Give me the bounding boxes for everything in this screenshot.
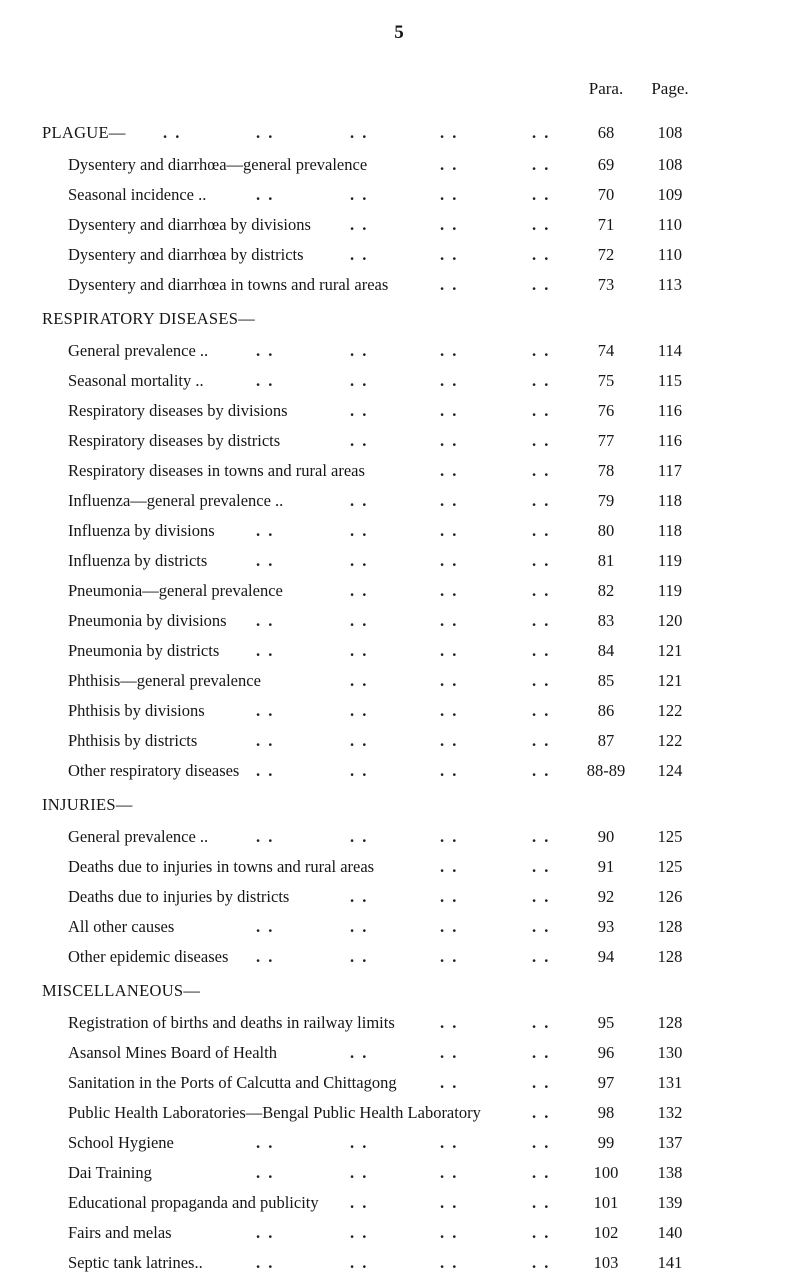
leader-dots: . . xyxy=(440,341,459,360)
leader-dots: . . xyxy=(256,1253,275,1272)
leader-dots: . . xyxy=(350,1223,369,1242)
toc-entry xyxy=(0,486,800,516)
para-number: 72 xyxy=(597,245,615,264)
page-reference: 114 xyxy=(657,341,683,360)
entry-label: Deaths due to injuries by districts xyxy=(68,887,290,906)
leader-dots: . . xyxy=(532,1073,551,1092)
para-number: 95 xyxy=(597,1013,615,1032)
leader-dots: . . xyxy=(256,1133,275,1152)
toc-entry xyxy=(0,852,800,882)
para-number: 94 xyxy=(597,947,615,966)
toc-entry xyxy=(0,576,800,606)
leader-dots: . . xyxy=(256,551,275,570)
toc-entry xyxy=(0,150,800,180)
leader-dots: . . xyxy=(256,185,275,204)
leader-dots: . . xyxy=(440,1073,459,1092)
toc-entry xyxy=(0,426,800,456)
leader-dots: . . xyxy=(256,731,275,750)
leader-dots: . . xyxy=(350,887,369,906)
leader-dots: . . xyxy=(440,1253,459,1272)
leader-dots: . . xyxy=(440,1043,459,1062)
para-number: 78 xyxy=(597,461,615,480)
leader-dots: . . xyxy=(532,185,551,204)
leader-dots: . . xyxy=(532,1043,551,1062)
para-number: 70 xyxy=(597,185,615,204)
entry-label: Phthisis—general prevalence xyxy=(68,671,261,690)
para-number: 92 xyxy=(597,887,615,906)
para-number: 76 xyxy=(597,401,615,420)
leader-dots: . . xyxy=(350,761,369,780)
leader-dots: . . xyxy=(350,917,369,936)
leader-dots: . . xyxy=(350,431,369,450)
leader-dots: . . xyxy=(532,401,551,420)
toc-entry xyxy=(0,1008,800,1038)
leader-dots: . . xyxy=(532,947,551,966)
toc-entry xyxy=(0,396,800,426)
toc-entry xyxy=(0,756,800,786)
page-reference: 121 xyxy=(657,671,683,690)
leader-dots: . . xyxy=(256,123,275,142)
entry-label: Other epidemic diseases xyxy=(68,947,229,966)
page-column-header: Page. xyxy=(651,79,689,98)
section-heading-label: INJURIES— xyxy=(42,795,133,814)
leader-dots: . . xyxy=(532,245,551,264)
leader-dots: . . xyxy=(440,123,459,142)
leader-dots: . . xyxy=(256,1163,275,1182)
entry-label: Other respiratory diseases xyxy=(68,761,240,780)
toc-entry xyxy=(0,210,800,240)
page-reference: 138 xyxy=(657,1163,683,1182)
leader-dots: . . xyxy=(440,491,459,510)
toc-entry xyxy=(0,882,800,912)
leader-dots: . . xyxy=(532,671,551,690)
toc-entry xyxy=(0,1248,800,1278)
para-number: 74 xyxy=(597,341,615,360)
leader-dots: . . xyxy=(350,371,369,390)
section-heading-label: MISCELLANEOUS— xyxy=(42,981,201,1000)
entry-label: Respiratory diseases by divisions xyxy=(68,401,288,420)
para-number: 97 xyxy=(597,1073,615,1092)
leader-dots: . . xyxy=(440,245,459,264)
page-reference: 108 xyxy=(657,155,683,174)
toc-entry xyxy=(0,180,800,210)
leader-dots: . . xyxy=(532,275,551,294)
leader-dots: . . xyxy=(256,917,275,936)
leader-dots: . . xyxy=(440,701,459,720)
leader-dots: . . xyxy=(440,1133,459,1152)
leader-dots: . . xyxy=(350,731,369,750)
section-heading-label: PLAGUE— xyxy=(42,123,126,142)
leader-dots: . . xyxy=(440,1193,459,1212)
leader-dots: . . xyxy=(532,215,551,234)
leader-dots: . . xyxy=(532,155,551,174)
para-number: 98 xyxy=(597,1103,615,1122)
toc-entry xyxy=(0,666,800,696)
page-reference: 117 xyxy=(657,461,683,480)
leader-dots: . . xyxy=(440,827,459,846)
page-reference: 122 xyxy=(657,731,683,750)
entry-label: Pneumonia—general prevalence xyxy=(68,581,283,600)
page-reference: 122 xyxy=(657,701,683,720)
leader-dots: . . xyxy=(532,123,551,142)
para-number: 73 xyxy=(597,275,615,294)
para-number: 96 xyxy=(597,1043,615,1062)
para-number: 68 xyxy=(597,123,615,142)
leader-dots: . . xyxy=(440,761,459,780)
para-number: 77 xyxy=(597,431,615,450)
leader-dots: . . xyxy=(440,581,459,600)
para-number: 102 xyxy=(593,1223,619,1242)
leader-dots: . . xyxy=(440,947,459,966)
toc-entry xyxy=(0,336,800,366)
para-number: 71 xyxy=(597,215,615,234)
para-number: 84 xyxy=(597,641,615,660)
leader-dots: . . xyxy=(532,701,551,720)
leader-dots: . . xyxy=(440,857,459,876)
leader-dots: . . xyxy=(532,341,551,360)
leader-dots: . . xyxy=(532,491,551,510)
leader-dots: . . xyxy=(440,215,459,234)
para-number: 82 xyxy=(597,581,615,600)
section-heading-label: RESPIRATORY DISEASES— xyxy=(42,309,256,328)
entry-label: Dysentery and diarrhœa by divisions xyxy=(68,215,311,234)
page-reference: 110 xyxy=(657,215,683,234)
leader-dots: . . xyxy=(440,917,459,936)
leader-dots: . . xyxy=(532,1223,551,1242)
entry-label: Seasonal incidence .. xyxy=(68,185,207,204)
page-reference: 139 xyxy=(657,1193,683,1212)
entry-label: Dysentery and diarrhœa—general prevalence xyxy=(68,155,368,174)
entry-label: General prevalence .. xyxy=(68,827,209,846)
leader-dots: . . xyxy=(440,731,459,750)
toc-entry xyxy=(0,1038,800,1068)
entry-label: Pneumonia by districts xyxy=(68,641,220,660)
toc-entry xyxy=(0,696,800,726)
entry-label: Respiratory diseases by districts xyxy=(68,431,281,450)
leader-dots: . . xyxy=(350,611,369,630)
entry-label: All other causes xyxy=(68,917,175,936)
leader-dots: . . xyxy=(532,1253,551,1272)
leader-dots: . . xyxy=(256,521,275,540)
para-number: 69 xyxy=(597,155,615,174)
toc-entry xyxy=(0,270,800,300)
page-reference: 110 xyxy=(657,245,683,264)
leader-dots: . . xyxy=(532,641,551,660)
leader-dots: . . xyxy=(256,827,275,846)
leader-dots: . . xyxy=(440,521,459,540)
toc-entry xyxy=(0,912,800,942)
leader-dots: . . xyxy=(440,551,459,570)
leader-dots: . . xyxy=(350,1163,369,1182)
section-heading xyxy=(0,118,800,150)
page-reference: 130 xyxy=(657,1043,683,1062)
entry-label: Respiratory diseases in towns and rural areas xyxy=(68,461,365,480)
para-number: 79 xyxy=(597,491,615,510)
leader-dots: . . xyxy=(350,671,369,690)
entry-label: General prevalence .. xyxy=(68,341,209,360)
para-number: 100 xyxy=(593,1163,619,1182)
leader-dots: . . xyxy=(532,917,551,936)
para-number: 75 xyxy=(597,371,615,390)
leader-dots: . . xyxy=(350,551,369,570)
toc-entry xyxy=(0,1158,800,1188)
leader-dots: . . xyxy=(256,611,275,630)
leader-dots: . . xyxy=(350,215,369,234)
entry-label: Septic tank latrines.. xyxy=(68,1253,203,1272)
leader-dots: . . xyxy=(350,827,369,846)
para-number: 83 xyxy=(597,611,615,630)
leader-dots: . . xyxy=(440,641,459,660)
toc-entry xyxy=(0,606,800,636)
page-reference: 119 xyxy=(657,551,683,570)
page-reference: 116 xyxy=(657,401,683,420)
page-reference: 125 xyxy=(657,857,683,876)
leader-dots: . . xyxy=(440,401,459,420)
para-number: 99 xyxy=(597,1133,615,1152)
entry-label: Fairs and melas xyxy=(68,1223,172,1242)
entry-label: Influenza by districts xyxy=(68,551,208,570)
leader-dots: . . xyxy=(256,947,275,966)
entry-label: Pneumonia by divisions xyxy=(68,611,227,630)
page-reference: 124 xyxy=(657,761,683,780)
page-reference: 119 xyxy=(657,581,683,600)
leader-dots: . . xyxy=(532,431,551,450)
entry-label: Sanitation in the Ports of Calcutta and Chittagong xyxy=(68,1073,397,1092)
toc-entry xyxy=(0,942,800,972)
section-heading xyxy=(0,790,800,822)
toc-entry xyxy=(0,636,800,666)
entry-label: Dysentery and diarrhœa by districts xyxy=(68,245,304,264)
leader-dots: . . xyxy=(532,611,551,630)
leader-dots: . . xyxy=(350,701,369,720)
page-reference: 137 xyxy=(657,1133,683,1152)
leader-dots: . . xyxy=(350,341,369,360)
toc-entry xyxy=(0,240,800,270)
leader-dots: . . xyxy=(350,641,369,660)
section-heading xyxy=(0,976,800,1008)
leader-dots: . . xyxy=(532,1013,551,1032)
leader-dots: . . xyxy=(440,1013,459,1032)
leader-dots: . . xyxy=(256,701,275,720)
toc-entry xyxy=(0,1128,800,1158)
toc-entry xyxy=(0,456,800,486)
leader-dots: . . xyxy=(350,1253,369,1272)
para-number: 81 xyxy=(597,551,615,570)
leader-dots: . . xyxy=(256,761,275,780)
para-number: 103 xyxy=(593,1253,619,1272)
page-reference: 128 xyxy=(657,1013,683,1032)
leader-dots: . . xyxy=(532,371,551,390)
leader-dots: . . xyxy=(350,581,369,600)
leader-dots: . . xyxy=(532,857,551,876)
page-reference: 113 xyxy=(657,275,683,294)
para-number: 101 xyxy=(593,1193,619,1212)
toc-entry xyxy=(0,1188,800,1218)
leader-dots: . . xyxy=(440,431,459,450)
leader-dots: . . xyxy=(350,1193,369,1212)
leader-dots: . . xyxy=(440,1223,459,1242)
page-reference: 108 xyxy=(657,123,683,142)
entry-label: Seasonal mortality .. xyxy=(68,371,204,390)
page-reference: 132 xyxy=(657,1103,683,1122)
leader-dots: . . xyxy=(256,371,275,390)
page-reference: 121 xyxy=(657,641,683,660)
leader-dots: . . xyxy=(532,521,551,540)
toc-entry xyxy=(0,1218,800,1248)
leader-dots: . . xyxy=(532,1103,551,1122)
entry-label: Influenza—general prevalence .. xyxy=(68,491,284,510)
para-number: 91 xyxy=(597,857,615,876)
entry-label: Influenza by divisions xyxy=(68,521,215,540)
page-reference: 140 xyxy=(657,1223,683,1242)
entry-label: Deaths due to injuries in towns and rural areas xyxy=(68,857,375,876)
leader-dots: . . xyxy=(350,1043,369,1062)
section-heading xyxy=(0,304,800,336)
leader-dots: . . xyxy=(440,155,459,174)
page-reference: 109 xyxy=(657,185,683,204)
leader-dots: . . xyxy=(532,731,551,750)
entry-label: Educational propaganda and publicity xyxy=(68,1193,319,1212)
page-reference: 118 xyxy=(657,491,683,510)
leader-dots: . . xyxy=(440,887,459,906)
toc-entry xyxy=(0,822,800,852)
page-reference: 115 xyxy=(657,371,683,390)
page-number: 5 xyxy=(394,22,404,43)
leader-dots: . . xyxy=(440,671,459,690)
para-number: 87 xyxy=(597,731,615,750)
leader-dots: . . xyxy=(440,185,459,204)
leader-dots: . . xyxy=(350,947,369,966)
toc-entry xyxy=(0,366,800,396)
leader-dots: . . xyxy=(532,461,551,480)
leader-dots: . . xyxy=(256,641,275,660)
toc-entry xyxy=(0,1068,800,1098)
page-reference: 118 xyxy=(657,521,683,540)
page-reference: 116 xyxy=(657,431,683,450)
page-reference: 125 xyxy=(657,827,683,846)
page-reference: 141 xyxy=(657,1253,683,1272)
para-number: 86 xyxy=(597,701,615,720)
para-number: 80 xyxy=(597,521,615,540)
para-column-header: Para. xyxy=(588,79,624,98)
toc-entry xyxy=(0,516,800,546)
entry-label: Phthisis by divisions xyxy=(68,701,205,720)
leader-dots: . . xyxy=(350,185,369,204)
entry-label: Dai Training xyxy=(68,1163,152,1182)
entry-label: Registration of births and deaths in railway limits xyxy=(68,1013,395,1032)
entry-label: Phthisis by districts xyxy=(68,731,198,750)
leader-dots: . . xyxy=(256,1223,275,1242)
leader-dots: . . xyxy=(350,123,369,142)
leader-dots: . . xyxy=(350,521,369,540)
leader-dots: . . xyxy=(440,275,459,294)
leader-dots: . . xyxy=(350,491,369,510)
leader-dots: . . xyxy=(440,1163,459,1182)
leader-dots: . . xyxy=(440,611,459,630)
para-number: 85 xyxy=(597,671,615,690)
entry-label: Dysentery and diarrhœa in towns and rural areas xyxy=(68,275,389,294)
leader-dots: . . xyxy=(532,827,551,846)
para-number: 90 xyxy=(597,827,615,846)
toc-entry xyxy=(0,546,800,576)
leader-dots: . . xyxy=(350,1133,369,1152)
leader-dots: . . xyxy=(532,761,551,780)
leader-dots: . . xyxy=(440,461,459,480)
page-reference: 128 xyxy=(657,917,683,936)
page-reference: 126 xyxy=(657,887,683,906)
leader-dots: . . xyxy=(532,1133,551,1152)
page-reference: 120 xyxy=(657,611,683,630)
leader-dots: . . xyxy=(350,245,369,264)
entry-label: Public Health Laboratories—Bengal Public Health Laboratory xyxy=(68,1103,481,1122)
leader-dots: . . xyxy=(532,887,551,906)
page-reference: 128 xyxy=(657,947,683,966)
para-number: 93 xyxy=(597,917,615,936)
page-reference: 131 xyxy=(657,1073,683,1092)
leader-dots: . . xyxy=(256,341,275,360)
leader-dots: . . xyxy=(163,123,182,142)
table-of-contents xyxy=(0,118,800,1278)
leader-dots: . . xyxy=(532,581,551,600)
toc-entry xyxy=(0,726,800,756)
leader-dots: . . xyxy=(532,551,551,570)
toc-entry xyxy=(0,1098,800,1128)
leader-dots: . . xyxy=(532,1163,551,1182)
leader-dots: . . xyxy=(532,1193,551,1212)
leader-dots: . . xyxy=(350,401,369,420)
entry-label: Asansol Mines Board of Health xyxy=(68,1043,277,1062)
leader-dots: . . xyxy=(440,371,459,390)
para-number: 88-89 xyxy=(586,761,626,780)
entry-label: School Hygiene xyxy=(68,1133,174,1152)
